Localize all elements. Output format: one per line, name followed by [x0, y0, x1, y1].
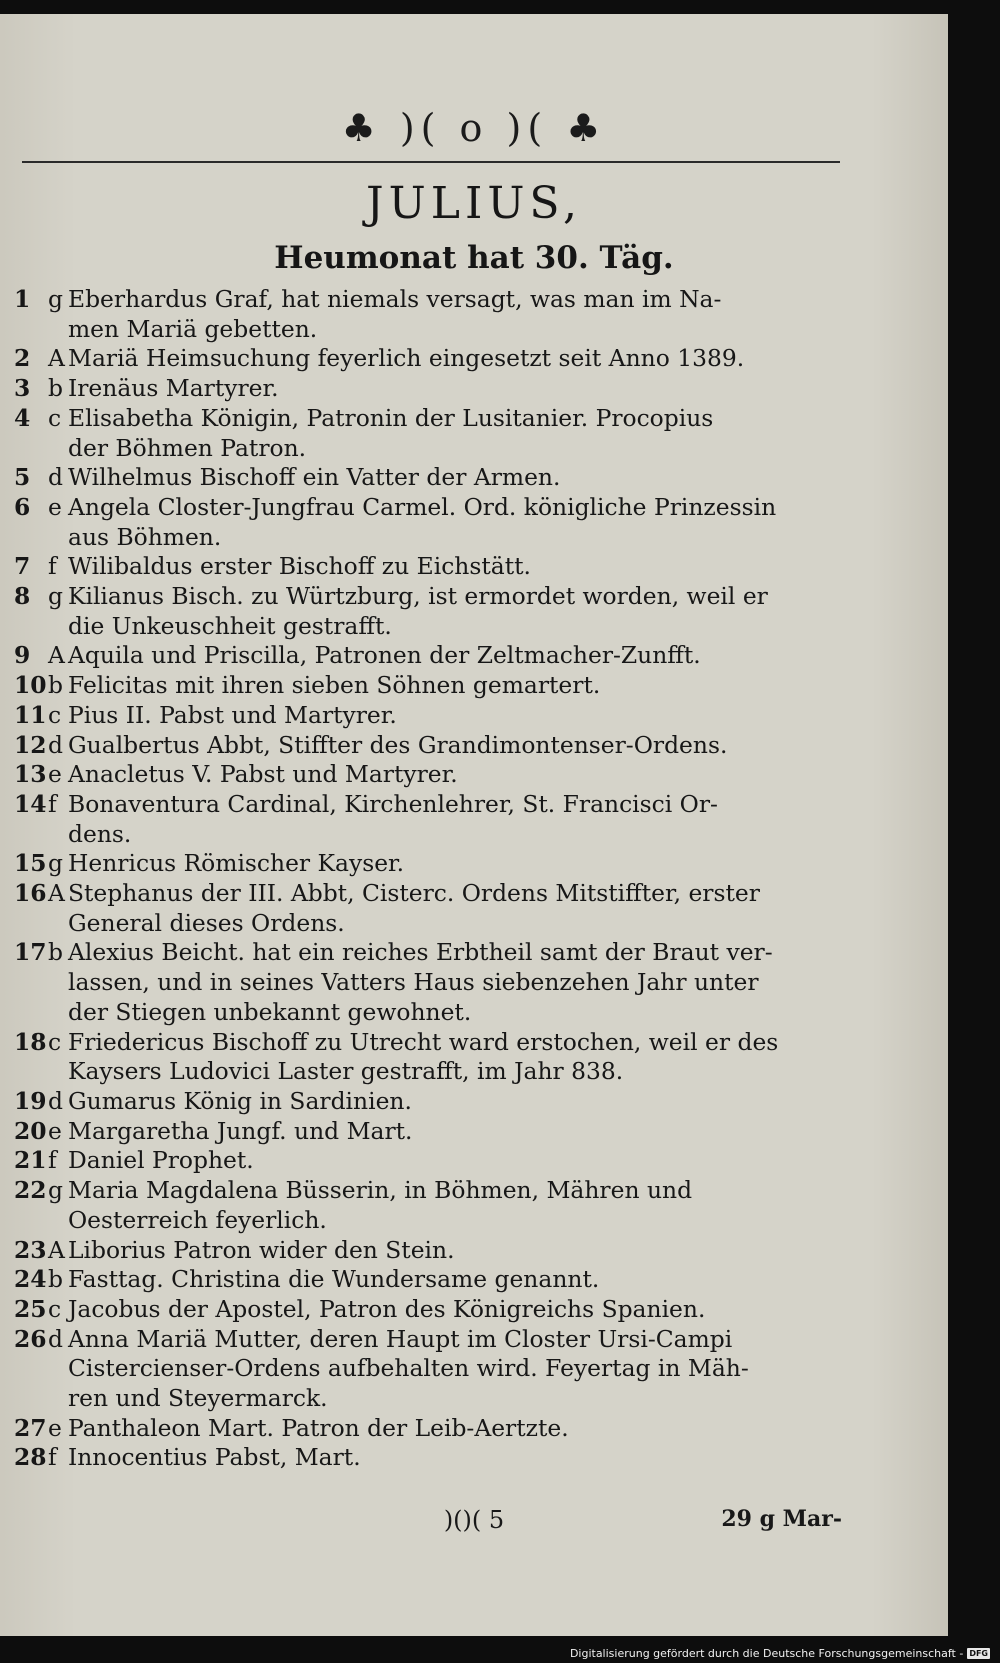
dominical-letter: c	[48, 1027, 62, 1056]
dominical-letter: b	[48, 671, 63, 700]
dominical-letter: f	[48, 552, 57, 581]
day-number: 12	[14, 730, 47, 759]
day-number: 18	[14, 1027, 47, 1056]
saint-text: Angela Closter-Jungfrau Carmel. Ord. königliche Prinzessin aus Böhmen.	[68, 492, 777, 551]
credit-text: Digitalisierung gefördert durch die Deutsche Forschungsgemeinschaft -	[569, 1647, 964, 1660]
calendar-entry	[14, 404, 840, 463]
calendar-entry	[14, 641, 840, 671]
calendar-entry	[14, 731, 840, 761]
day-number: 15	[14, 849, 47, 878]
saint-text: Pius II. Pabst und Martyrer.	[68, 700, 397, 729]
day-number: 26	[14, 1324, 47, 1353]
day-number: 3	[14, 374, 31, 403]
day-number: 22	[14, 1176, 47, 1205]
calendar-entry	[14, 879, 840, 938]
day-number: 5	[14, 463, 31, 492]
calendar-entry	[14, 1265, 840, 1295]
signature-mark: )()( 5	[443, 1506, 505, 1534]
calendar-entry	[14, 1236, 840, 1266]
calendar-entry	[14, 1146, 840, 1176]
day-number: 2	[14, 344, 31, 373]
saint-text: Bonaventura Cardinal, Kirchenlehrer, St. Francisci Or- dens.	[68, 789, 718, 848]
dominical-letter: g	[48, 849, 63, 878]
calendar-entry	[14, 790, 840, 849]
header-ornament: ♣ )( o )( ♣	[341, 106, 607, 150]
dominical-letter: A	[48, 641, 65, 670]
book-page	[0, 14, 948, 1636]
dominical-letter: c	[48, 403, 62, 432]
calendar-entry	[14, 1087, 840, 1117]
day-number: 1	[14, 285, 31, 313]
saint-text: Stephanus der III. Abbt, Cisterc. Ordens Mitstiffter, erster General dieses Ordens.	[68, 879, 760, 937]
dominical-letter: g	[48, 582, 63, 611]
calendar-entries	[14, 285, 840, 1473]
day-number: 23	[14, 1235, 47, 1264]
month-subtitle: Heumonat hat 30. Täg.	[274, 240, 674, 276]
calendar-entry	[14, 582, 840, 641]
calendar-entry	[14, 938, 840, 1027]
calendar-entry	[14, 463, 840, 493]
calendar-entry	[14, 1028, 840, 1087]
header-rule	[22, 161, 840, 163]
saint-text: Felicitas mit ihren sieben Söhnen gemartert.	[68, 671, 601, 700]
day-number: 14	[14, 789, 47, 818]
dominical-letter: A	[48, 344, 65, 373]
calendar-entry	[14, 493, 840, 552]
saint-text: Mariä Heimsuchung feyerlich eingesetzt seit Anno 1389.	[68, 344, 745, 373]
dominical-letter: b	[48, 374, 63, 403]
day-number: 13	[14, 760, 47, 789]
day-number: 7	[14, 552, 31, 581]
saint-text: Wilibaldus erster Bischoff zu Eichstätt.	[68, 552, 531, 581]
day-number: 6	[14, 492, 31, 521]
saint-text: Aquila und Priscilla, Patronen der Zeltmacher-Zunfft.	[68, 641, 701, 670]
dominical-letter: g	[48, 1176, 63, 1205]
dominical-letter: e	[48, 492, 62, 521]
calendar-entry	[14, 1117, 840, 1147]
dominical-letter: A	[48, 1235, 65, 1264]
dominical-letter: g	[48, 285, 63, 313]
saint-text: Elisabetha Königin, Patronin der Lusitanier. Procopius der Böhmen Patron.	[68, 403, 714, 462]
saint-text: Innocentius Pabst, Mart.	[68, 1443, 361, 1472]
day-number: 20	[14, 1116, 47, 1145]
saint-text: Kilianus Bisch. zu Würtzburg, ist ermordet worden, weil er die Unkeuschheit gestrafft.	[68, 582, 768, 640]
dominical-letter: b	[48, 938, 63, 967]
dominical-letter: f	[48, 1443, 57, 1472]
calendar-entry	[14, 849, 840, 879]
dominical-letter: b	[48, 1265, 63, 1294]
day-number: 27	[14, 1413, 47, 1442]
month-title: JULIUS,	[366, 178, 582, 229]
dominical-letter: c	[48, 700, 62, 729]
dominical-letter: e	[48, 1116, 62, 1145]
digitization-credit	[570, 1647, 990, 1660]
dominical-letter: e	[48, 760, 62, 789]
dfg-logo: DFG	[969, 1649, 988, 1658]
calendar-entry	[14, 760, 840, 790]
catchword: 29 g Mar-	[721, 1506, 842, 1532]
day-number: 8	[14, 582, 31, 611]
calendar-entry	[14, 552, 840, 582]
dominical-letter: d	[48, 1324, 63, 1353]
dominical-letter: d	[48, 730, 63, 759]
day-number: 10	[14, 671, 47, 700]
saint-text: Liborius Patron wider den Stein.	[68, 1235, 455, 1264]
saint-text: Anacletus V. Pabst und Martyrer.	[68, 760, 458, 789]
saint-text: Daniel Prophet.	[68, 1146, 254, 1175]
calendar-entry	[14, 671, 840, 701]
day-number: 28	[14, 1443, 47, 1472]
day-number: 21	[14, 1146, 47, 1175]
day-number: 11	[14, 700, 47, 729]
saint-text: Henricus Römischer Kayser.	[68, 849, 405, 878]
dominical-letter: c	[48, 1294, 62, 1323]
calendar-entry	[14, 285, 840, 344]
calendar-entry	[14, 701, 840, 731]
saint-text: Wilhelmus Bischoff ein Vatter der Armen.	[68, 463, 561, 492]
calendar-entry	[14, 1414, 840, 1444]
day-number: 9	[14, 641, 31, 670]
day-number: 16	[14, 879, 47, 908]
calendar-entry	[14, 1295, 840, 1325]
dominical-letter: A	[48, 879, 65, 908]
day-number: 4	[14, 403, 31, 432]
saint-text: Jacobus der Apostel, Patron des Königreichs Spanien.	[68, 1294, 706, 1323]
calendar-entry	[14, 1443, 840, 1473]
saint-text: Anna Mariä Mutter, deren Haupt im Closter Ursi-Campi Cistercienser-Ordens aufbehalten wird. Feyertag in Mäh- ren und Steyermarck.	[68, 1324, 749, 1413]
dominical-letter: e	[48, 1413, 62, 1442]
day-number: 24	[14, 1265, 47, 1294]
dominical-letter: f	[48, 1146, 57, 1175]
day-number: 25	[14, 1294, 47, 1323]
saint-text: Gumarus König in Sardinien.	[68, 1086, 412, 1115]
day-number: 19	[14, 1086, 47, 1115]
dominical-letter: d	[48, 1086, 63, 1115]
saint-text: Maria Magdalena Büsserin, in Böhmen, Mähren und Oesterreich feyerlich.	[68, 1176, 693, 1234]
calendar-entry	[14, 344, 840, 374]
calendar-entry	[14, 1176, 840, 1235]
saint-text: Margaretha Jungf. und Mart.	[68, 1116, 413, 1145]
calendar-entry	[14, 374, 840, 404]
saint-text: Gualbertus Abbt, Stiffter des Grandimontenser-Ordens.	[68, 730, 728, 759]
saint-text: Fasttag. Christina die Wundersame genannt.	[68, 1265, 600, 1294]
dominical-letter: d	[48, 463, 63, 492]
saint-text: Friedericus Bischoff zu Utrecht ward erstochen, weil er des Kaysers Ludovici Laster gestrafft, im Jahr 838.	[68, 1027, 779, 1086]
dominical-letter: f	[48, 789, 57, 818]
saint-text: Eberhardus Graf, hat niemals versagt, was man im Na- men Mariä gebetten.	[68, 285, 722, 343]
calendar-entry	[14, 1325, 840, 1414]
day-number: 17	[14, 938, 47, 967]
saint-text: Panthaleon Mart. Patron der Leib-Aertzte.	[68, 1413, 569, 1442]
saint-text: Irenäus Martyrer.	[68, 374, 279, 403]
saint-text: Alexius Beicht. hat ein reiches Erbtheil samt der Braut ver- lassen, und in seines Vatters Haus siebenzehen Jahr unter der Stiegen unbekannt gewohnet.	[68, 938, 773, 1026]
